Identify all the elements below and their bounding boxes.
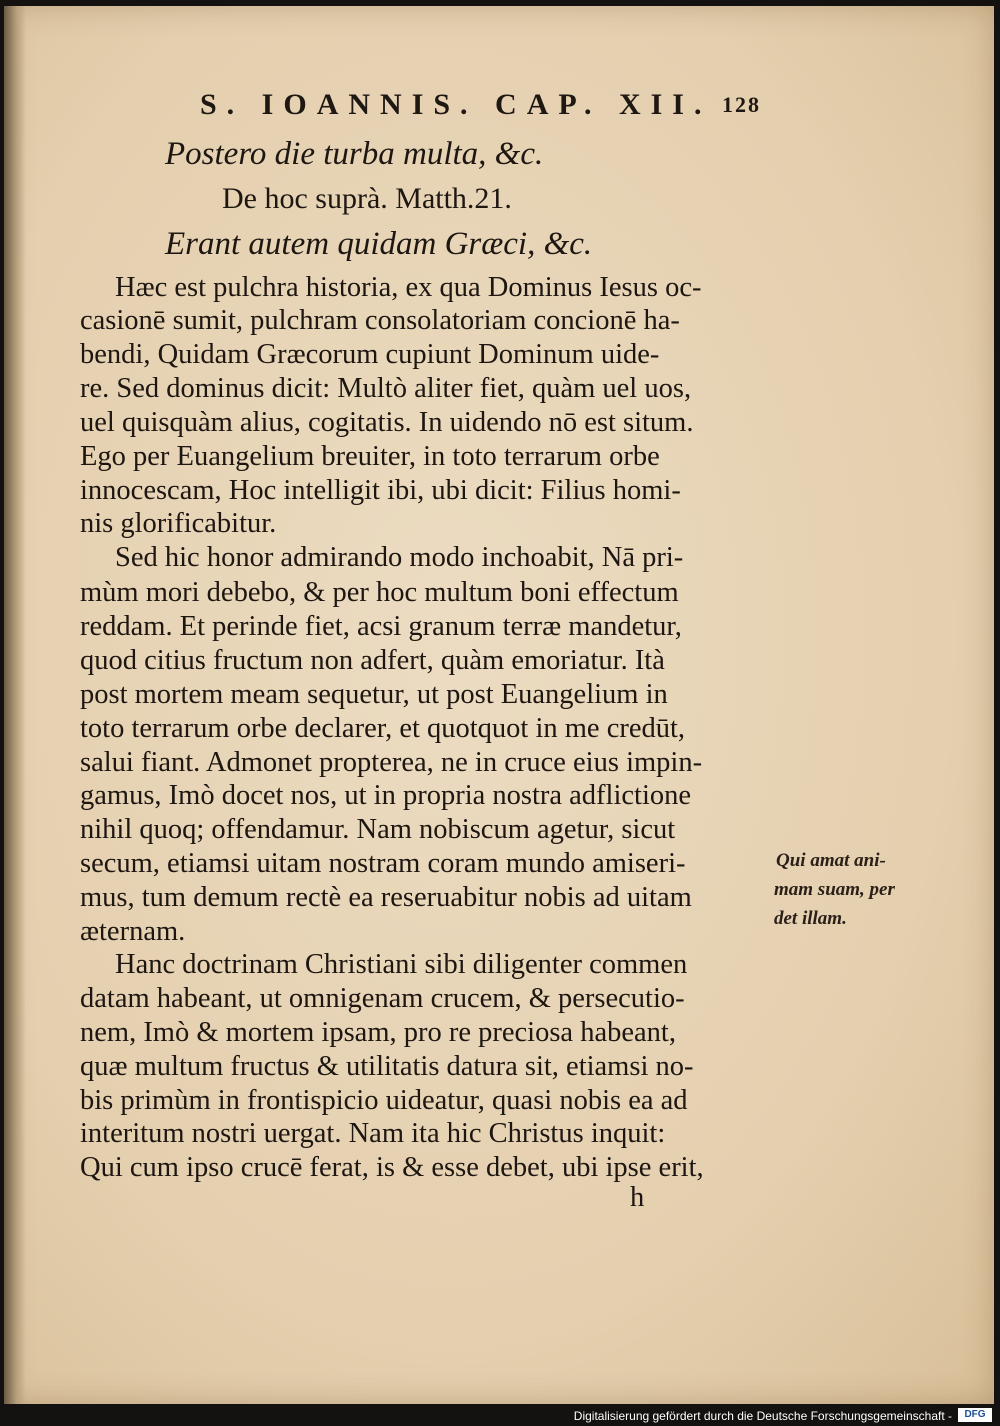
heading-postero: Postero die turba multa, &c. bbox=[165, 136, 544, 172]
dfg-logo: DFG bbox=[958, 1408, 992, 1422]
margin-note-line: mam suam, per bbox=[774, 879, 895, 900]
body-line: interitum nostri uergat. Nam ita hic Christus inquit: bbox=[80, 1118, 666, 1149]
body-line: quod citius fructum non adfert, quàm emoriatur. Ità bbox=[80, 645, 665, 676]
body-line: nihil quoq; offendamur. Nam nobiscum agetur, sicut bbox=[80, 814, 676, 845]
heading-erant: Erant autem quidam Græci, &c. bbox=[165, 226, 593, 262]
body-line: secum, etiamsi uitam nostram coram mundo amiseri- bbox=[80, 848, 686, 879]
body-line: nem, Imò & mortem ipsam, pro re preciosa habeant, bbox=[80, 1017, 676, 1048]
body-line: mus, tum demum rectè ea reseruabitur nobis ad uitam bbox=[80, 882, 692, 913]
body-line: salui fiant. Admonet propterea, ne in cruce eius impin- bbox=[80, 747, 703, 778]
page-spine-shadow bbox=[4, 6, 26, 1404]
body-line: Qui cum ipso crucē ferat, is & esse debet, ubi ipse erit, bbox=[80, 1152, 704, 1183]
margin-note-line: Qui amat ani- bbox=[776, 850, 886, 871]
body-line: nis glorificabitur. bbox=[80, 508, 277, 539]
body-line: toto terrarum orbe declarer, et quotquot in me credūt, bbox=[80, 713, 686, 744]
body-line: datam habeant, ut omnigenam crucem, & persecutio- bbox=[80, 983, 685, 1014]
margin-note-line: det illam. bbox=[774, 908, 847, 929]
body-line: bis primùm in frontispicio uideatur, quasi nobis ea ad bbox=[80, 1085, 688, 1116]
body-line: æternam. bbox=[80, 916, 186, 947]
body-line: quæ multum fructus & utilitatis datura sit, etiamsi no- bbox=[80, 1051, 694, 1082]
body-line: post mortem meam sequetur, ut post Euangelium in bbox=[80, 679, 668, 710]
heading-reference: De hoc suprà. Matth.21. bbox=[222, 182, 512, 215]
body-line: gamus, Imò docet nos, ut in propria nostra adflictione bbox=[80, 780, 692, 811]
body-line: uel quisquàm alius, cogitatis. In uidendo nō est situm. bbox=[80, 407, 694, 438]
body-line: bendi, Quidam Græcorum cupiunt Dominum uide- bbox=[80, 339, 660, 370]
running-head: S. IOANNIS. CAP. XII. bbox=[200, 88, 712, 121]
folio-number: 128 bbox=[722, 92, 761, 117]
body-line: re. Sed dominus dicit: Multò aliter fiet, quàm uel uos, bbox=[80, 373, 692, 404]
catchword: h bbox=[630, 1182, 645, 1213]
body-line: Ego per Euangelium breuiter, in toto terrarum orbe bbox=[80, 441, 660, 472]
body-line: mùm mori debebo, & per hoc multum boni effectum bbox=[80, 577, 679, 608]
body-line: innocescam, Hoc intelligit ibi, ubi dicit: Filius homi- bbox=[80, 475, 681, 506]
body-line: casionē sumit, pulchram consolatoriam concionē ha- bbox=[80, 305, 680, 336]
body-line: reddam. Et perinde fiet, acsi granum terræ mandetur, bbox=[80, 611, 682, 642]
footer-credit: Digitalisierung gefördert durch die Deutsche Forschungsgemeinschaft - bbox=[573, 1409, 952, 1423]
body-line: Hanc doctrinam Christiani sibi diligenter commen bbox=[115, 949, 688, 980]
body-line: Sed hic honor admirando modo inchoabit, Nā pri- bbox=[115, 542, 684, 573]
body-line: Hæc est pulchra historia, ex qua Dominus Iesus oc- bbox=[115, 272, 702, 303]
